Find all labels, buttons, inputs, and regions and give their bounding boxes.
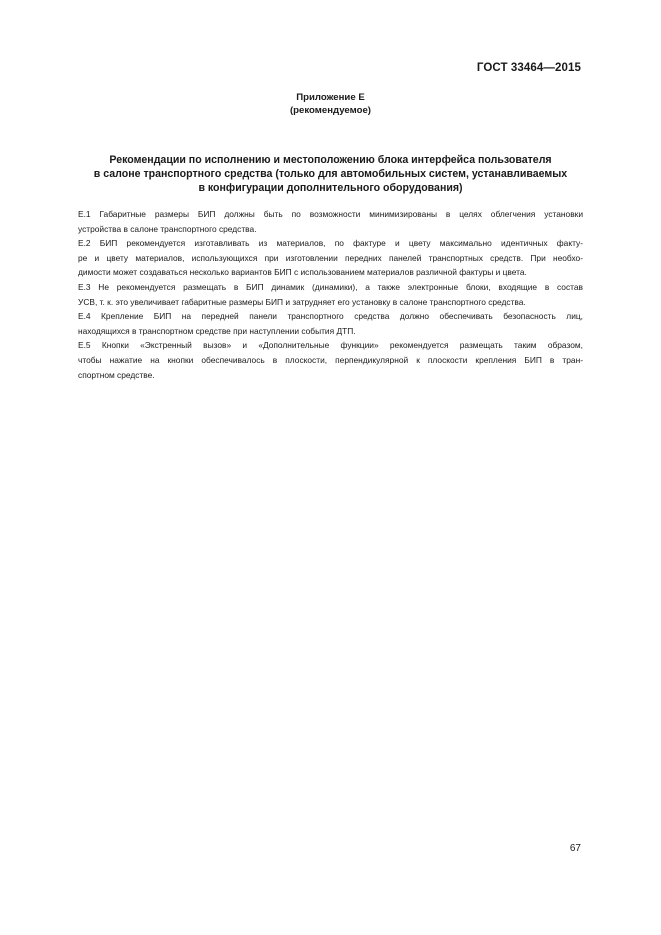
page-number: 67 bbox=[569, 843, 581, 854]
paragraph-e4 bbox=[78, 309, 583, 338]
document-code: ГОСТ 33464—2015 bbox=[476, 62, 581, 74]
text-line: устройства в салоне транспортного средства. bbox=[78, 223, 257, 234]
appendix-status: (рекомендуемое) bbox=[289, 104, 371, 116]
section-title bbox=[60, 153, 601, 195]
text-line: ре и цвету материалов, использующихся при изготовлении передних панелей транспортных средств. При необхо- bbox=[78, 252, 583, 263]
paragraph-e5 bbox=[78, 338, 583, 382]
title-line: в салоне транспортного средства (только для автомобильных систем, устанавливаемых bbox=[93, 168, 568, 180]
text-line: Е.3 Не рекомендуется размещать в БИП динамик (динамики), а также электронные блоки, входящие в состав bbox=[78, 281, 583, 292]
text-line: Е.1 Габаритные размеры БИП должны быть по возможности минимизированы в целях облегчения установки bbox=[78, 209, 583, 219]
body-text bbox=[78, 207, 583, 382]
text-line: чтобы нажатие на кнопки обеспечивалось в плоскости, перпендикулярной к плоскости крепления БИП в тран- bbox=[78, 354, 583, 365]
paragraph-e3 bbox=[78, 280, 583, 309]
paragraph-e2 bbox=[78, 236, 583, 280]
text-line: находящихся в транспортном средстве при наступлении события ДТП. bbox=[78, 325, 356, 336]
title-line: Рекомендации по исполнению и местоположению блока интерфейса пользователя bbox=[109, 154, 552, 166]
text-line: Е.4 Крепление БИП на передней панели транспортного средства должно обеспечивать безопасность лиц, bbox=[78, 311, 583, 322]
appendix-name: Приложение Е bbox=[296, 92, 365, 103]
text-line: УСВ, т. к. это увеличивает габаритные размеры БИП и затрудняет его установку в салоне транспортного средства. bbox=[78, 296, 526, 307]
text-line: Е.5 Кнопки «Экстренный вызов» и «Дополнительные функции» рекомендуется размещать таким образом, bbox=[78, 340, 583, 351]
text-line: Е.2 БИП рекомендуется изготавливать из материалов, по фактуре и цвету максимально идентичных факту- bbox=[78, 238, 583, 249]
text-line: спортном средстве. bbox=[78, 369, 155, 380]
appendix-heading bbox=[0, 92, 661, 117]
paragraph-e1 bbox=[78, 207, 583, 236]
text-line: димости может создаваться несколько вариантов БИП с использованием материалов различной фактуры и цвета. bbox=[78, 267, 527, 278]
title-line: в конфигурации дополнительного оборудования) bbox=[198, 182, 463, 194]
